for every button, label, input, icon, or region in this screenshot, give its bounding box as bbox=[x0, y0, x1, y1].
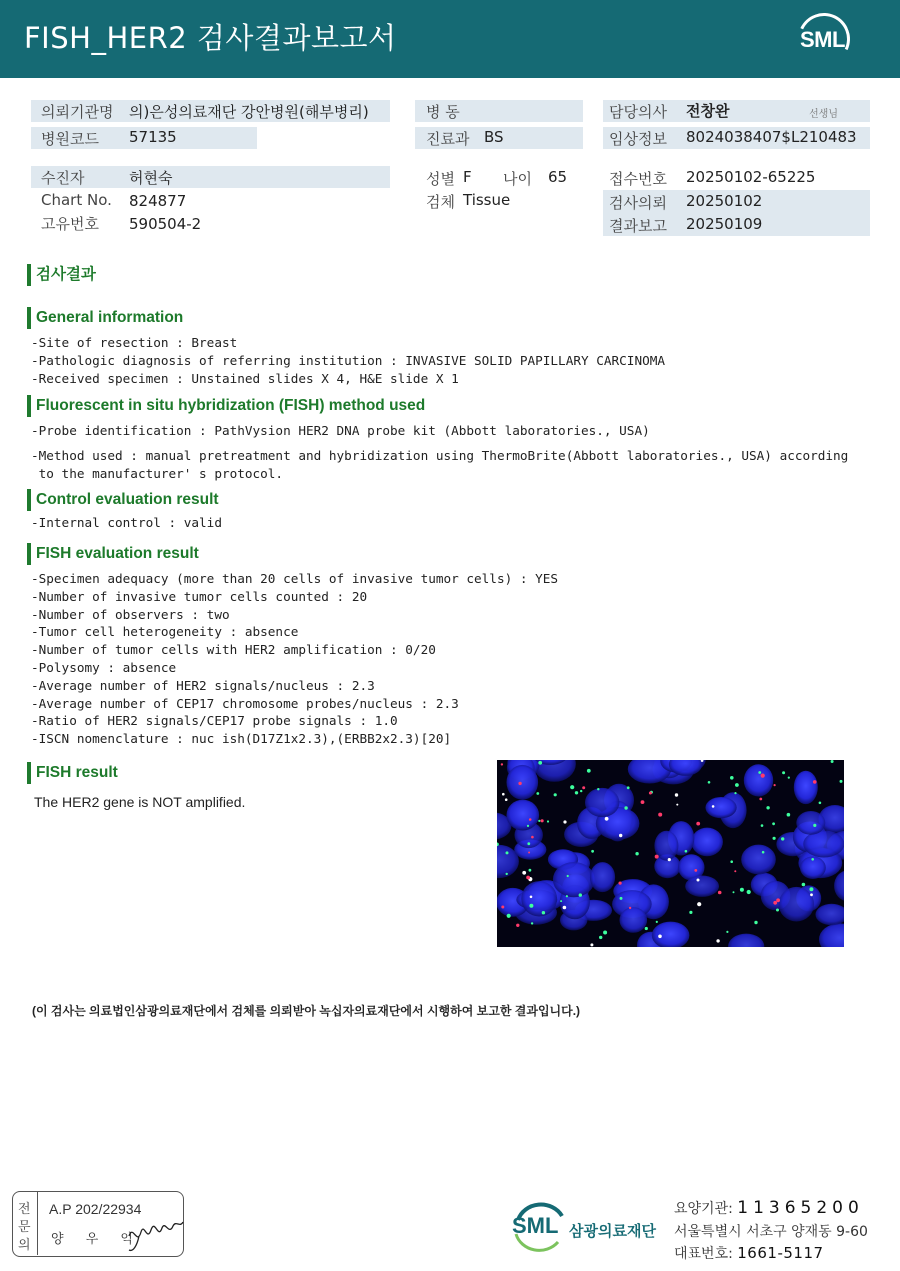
fish-eval-body bbox=[31, 570, 558, 748]
control-heading: Control evaluation result bbox=[27, 489, 219, 511]
cell-nucleus bbox=[521, 881, 557, 916]
fish-signal-dot bbox=[645, 927, 648, 930]
fish-signal-dot bbox=[766, 806, 769, 809]
fish-signal-dot bbox=[529, 904, 533, 908]
fish-signal-dot bbox=[730, 860, 733, 863]
cell-nucleus bbox=[796, 811, 825, 835]
hospital-code-value: 57135 bbox=[129, 128, 177, 146]
chart-label: Chart No. bbox=[41, 191, 112, 209]
fish-signal-dot bbox=[735, 783, 739, 787]
fish-signal-dot bbox=[582, 786, 585, 789]
fish-signal-dot bbox=[599, 936, 602, 939]
fish-signal-dot bbox=[658, 935, 662, 939]
results-heading: 검사결과 bbox=[27, 264, 96, 286]
fish-signal-dot bbox=[627, 786, 630, 789]
fish-signal-dot bbox=[712, 805, 715, 808]
fish-signal-dot bbox=[528, 852, 530, 854]
fish-signal-dot bbox=[782, 771, 785, 774]
footer-code-value: 11365200 bbox=[737, 1198, 864, 1218]
footnote: (이 검사는 의료법인삼광의료재단에서 검체를 의뢰받아 녹십자의료재단에서 시행하여 보고한 결과입니다.) bbox=[32, 1004, 581, 1018]
footer-logo-text: SML bbox=[512, 1213, 559, 1238]
general-body bbox=[31, 334, 665, 387]
sex-value: F bbox=[463, 168, 472, 186]
fish-signal-dot bbox=[718, 891, 722, 895]
fish-signal-dot bbox=[507, 914, 511, 918]
text-line: -Pathologic diagnosis of referring institution : INVASIVE SOLID PAPILLARY CARCINOMA bbox=[31, 352, 665, 368]
doctor-label: 담당의사 bbox=[609, 103, 667, 121]
text-line: to the manufacturer' s protocol. bbox=[31, 465, 284, 481]
info-bar bbox=[31, 166, 390, 188]
cell-nucleus bbox=[728, 934, 764, 947]
report-title: FISH_HER2 검사결과보고서 bbox=[24, 21, 397, 55]
sml-footer-logo bbox=[510, 1198, 570, 1254]
fish-signal-dot bbox=[740, 888, 744, 892]
fish-signal-dot bbox=[566, 895, 568, 897]
chart-value: 824877 bbox=[129, 192, 187, 210]
fish-signal-dot bbox=[773, 901, 777, 905]
fish-signal-dot bbox=[538, 820, 540, 822]
fish-signal-dot bbox=[542, 911, 545, 914]
cell-nucleus bbox=[794, 771, 818, 804]
cell-nucleus bbox=[585, 788, 619, 817]
stamp-side bbox=[13, 1192, 38, 1255]
cell-nucleus bbox=[744, 764, 773, 796]
specimen-label: 검체 bbox=[426, 193, 455, 211]
report-value: 20250109 bbox=[686, 215, 763, 233]
fish-signal-dot bbox=[813, 824, 816, 827]
footer-phone-label: 대표번호: bbox=[674, 1246, 738, 1262]
text-line: -Number of invasive tumor cells counted : 20 bbox=[31, 588, 368, 604]
fish-signal-dot bbox=[754, 921, 757, 924]
institution-value: 의)은성의료재단 강안병원(해부병리) bbox=[129, 103, 369, 121]
patient-value: 허현숙 bbox=[129, 169, 173, 187]
cell-nucleus bbox=[553, 862, 595, 897]
receipt-value: 20250102-65225 bbox=[686, 168, 816, 186]
fish-signal-dot bbox=[656, 921, 658, 923]
cell-nucleus bbox=[816, 904, 845, 925]
stamp-ap-number: A.P 202/22934 bbox=[49, 1201, 142, 1217]
cell-nucleus bbox=[691, 828, 723, 857]
age-label: 나이 bbox=[503, 170, 532, 188]
stamp-side-char: 전 bbox=[18, 1202, 31, 1217]
doctor-value: 전창완 bbox=[686, 102, 730, 120]
footer-address: 서울특별시 서초구 양재동 9-60 bbox=[674, 1224, 868, 1240]
cell-nucleus bbox=[819, 923, 844, 947]
fish-signal-dot bbox=[505, 798, 508, 801]
fish-signal-dot bbox=[696, 822, 700, 826]
fish-signal-dot bbox=[570, 785, 574, 789]
text-line: -Received specimen : Unstained slides X 4, H&E slide X 1 bbox=[31, 370, 459, 386]
dept-value: BS bbox=[484, 128, 504, 146]
text-line: -Internal control : valid bbox=[31, 515, 222, 530]
fish-signal-dot bbox=[563, 820, 566, 823]
fish-signal-dot bbox=[762, 851, 765, 854]
fish-signal-dot bbox=[506, 873, 508, 875]
fish-signal-dot bbox=[518, 782, 521, 785]
cell-nucleus bbox=[507, 765, 539, 800]
receipt-label: 접수번호 bbox=[609, 170, 667, 188]
text-line: -Probe identification : PathVysion HER2 DNA probe kit (Abbott laboratories., USA) bbox=[31, 423, 650, 438]
fish-signal-dot bbox=[733, 891, 735, 893]
dept-label: 진료과 bbox=[426, 130, 470, 148]
fish-signal-dot bbox=[624, 806, 627, 809]
text-line: -Specimen adequacy (more than 20 cells of invasive tumor cells) : YES bbox=[31, 571, 559, 586]
fish-signal-dot bbox=[831, 760, 834, 763]
fish-signal-dot bbox=[538, 761, 542, 765]
text-line: -Number of tumor cells with HER2 amplification : 0/20 bbox=[31, 642, 436, 658]
cell-nucleus bbox=[620, 907, 648, 933]
fish-signal-dot bbox=[547, 820, 549, 822]
fish-signal-dot bbox=[563, 906, 567, 910]
fish-signal-dot bbox=[759, 798, 762, 801]
fish-signal-dot bbox=[629, 907, 631, 909]
fish-signal-dot bbox=[597, 788, 599, 790]
control-body bbox=[31, 514, 222, 532]
fish-signal-dot bbox=[619, 834, 622, 837]
doctor-suffix: 선생님 bbox=[809, 109, 838, 120]
institution-label: 의뢰기관명 bbox=[41, 103, 114, 121]
fish-signal-dot bbox=[810, 893, 813, 896]
fish-signal-dot bbox=[590, 943, 593, 946]
cell-nucleus bbox=[652, 922, 690, 947]
fish-signal-dot bbox=[840, 780, 843, 783]
stamp-side-char: 의 bbox=[18, 1238, 31, 1253]
fish-signal-dot bbox=[726, 931, 728, 933]
text-line: -Average number of CEP17 chromosome probes/nucleus : 2.3 bbox=[31, 695, 459, 711]
fish-signal-dot bbox=[531, 836, 534, 839]
fish-result-text: The HER2 gene is NOT amplified. bbox=[34, 794, 246, 810]
sml-logo: SML bbox=[800, 27, 845, 52]
stamp-name: 양 우 익 bbox=[51, 1232, 142, 1247]
fish-signal-dot bbox=[776, 909, 779, 912]
fish-signal-dot bbox=[530, 896, 533, 899]
ward-label: 병 동 bbox=[426, 103, 460, 121]
fish-signal-dot bbox=[501, 763, 503, 765]
fish-signal-dot bbox=[522, 871, 526, 875]
text-line: -Site of resection : Breast bbox=[31, 335, 238, 350]
fish-method-body bbox=[31, 422, 848, 482]
fish-signal-dot bbox=[526, 876, 530, 880]
fish-signal-dot bbox=[809, 887, 813, 891]
fish-signal-dot bbox=[580, 790, 582, 792]
fish-signal-dot bbox=[668, 858, 671, 861]
fish-signal-dot bbox=[802, 883, 806, 887]
request-label: 검사의뢰 bbox=[609, 194, 667, 212]
unique-label: 고유번호 bbox=[41, 215, 99, 233]
footer-org-name: 삼광의료재단 bbox=[569, 1222, 656, 1240]
fish-signal-dot bbox=[603, 931, 607, 935]
cell-nucleus bbox=[590, 862, 615, 892]
fish-signal-dot bbox=[502, 793, 505, 796]
fish-signal-dot bbox=[529, 818, 532, 821]
fish-signal-dot bbox=[531, 922, 533, 924]
fish-signal-dot bbox=[787, 813, 791, 817]
text-line: -Average number of HER2 signals/nucleus : 2.3 bbox=[31, 677, 375, 693]
footer-phone-value: 1661-5117 bbox=[737, 1244, 824, 1262]
text-line: -ISCN nomenclature : nuc ish(D17Z1x2.3),(ERBB2x2.3)[20] bbox=[31, 731, 452, 747]
fish-signal-dot bbox=[587, 769, 591, 773]
text-line: -Polysomy : absence bbox=[31, 659, 177, 675]
fish-signal-dot bbox=[591, 850, 594, 853]
report-label: 결과보고 bbox=[609, 217, 667, 235]
unique-value: 590504-2 bbox=[129, 215, 202, 233]
fish-signal-dot bbox=[619, 882, 622, 885]
fish-signal-dot bbox=[655, 855, 659, 859]
fish-signal-dot bbox=[774, 784, 776, 786]
fish-result-heading: FISH result bbox=[27, 762, 118, 784]
fish-signal-dot bbox=[567, 875, 569, 877]
clinical-value: 8024038407$L210483 bbox=[686, 128, 857, 146]
fish-signal-dot bbox=[773, 837, 776, 840]
fish-signal-dot bbox=[541, 819, 544, 822]
fish-signal-dot bbox=[776, 898, 780, 902]
fish-signal-dot bbox=[697, 902, 701, 906]
fish-image-drawing bbox=[497, 760, 844, 947]
signature-image bbox=[125, 1206, 185, 1254]
cell-nucleus bbox=[779, 887, 814, 922]
fish-signal-dot bbox=[554, 793, 557, 796]
fish-signal-dot bbox=[758, 771, 761, 774]
fish-signal-dot bbox=[560, 900, 562, 902]
fish-signal-dot bbox=[605, 817, 609, 821]
text-line: -Method used : manual pretreatment and hybridization using ThermoBrite(Abbott laboratories., USA) according bbox=[31, 447, 849, 463]
hospital-code-label: 병원코드 bbox=[41, 130, 99, 148]
header-bar bbox=[0, 0, 900, 78]
fish-signal-dot bbox=[689, 911, 692, 914]
age-value: 65 bbox=[548, 168, 568, 186]
fish-signal-dot bbox=[527, 825, 529, 827]
cell-nucleus bbox=[834, 870, 844, 901]
fish-signal-dot bbox=[527, 842, 530, 845]
cell-nucleus bbox=[741, 845, 776, 875]
pathologist-stamp bbox=[12, 1191, 184, 1257]
fish-signal-dot bbox=[761, 774, 765, 778]
cell-nucleus bbox=[685, 876, 719, 897]
fish-signal-dot bbox=[734, 870, 736, 872]
general-heading: General information bbox=[27, 307, 183, 329]
fish-signal-dot bbox=[730, 776, 734, 780]
fish-signal-dot bbox=[579, 893, 582, 896]
fish-signal-dot bbox=[620, 897, 623, 900]
fish-signal-dot bbox=[658, 813, 662, 817]
footer-code-label: 요양기관: bbox=[674, 1201, 738, 1217]
fish-eval-heading: FISH evaluation result bbox=[27, 543, 199, 565]
fish-signal-dot bbox=[635, 852, 638, 855]
footer-phone-line bbox=[674, 1243, 824, 1263]
fish-signal-dot bbox=[788, 777, 790, 779]
fish-microscopy-image bbox=[497, 760, 844, 947]
fish-signal-dot bbox=[716, 939, 719, 942]
clinical-label: 임상정보 bbox=[609, 130, 667, 148]
sex-label: 성별 bbox=[426, 170, 455, 188]
fish-signal-dot bbox=[747, 890, 751, 894]
fish-signal-dot bbox=[506, 851, 509, 854]
fish-signal-dot bbox=[813, 780, 817, 784]
fish-signal-dot bbox=[811, 858, 814, 861]
text-line: -Number of observers : two bbox=[31, 606, 230, 622]
fish-method-heading: Fluorescent in situ hybridization (FISH) method used bbox=[27, 395, 425, 417]
cell-nucleus bbox=[706, 797, 737, 818]
fish-signal-dot bbox=[708, 781, 711, 784]
fish-signal-dot bbox=[772, 822, 775, 825]
fish-signal-dot bbox=[641, 800, 645, 804]
fish-signal-dot bbox=[536, 792, 539, 795]
fish-signal-dot bbox=[501, 906, 504, 909]
fish-signal-dot bbox=[529, 869, 532, 872]
fish-signal-dot bbox=[734, 792, 736, 794]
specimen-value: Tissue bbox=[463, 191, 511, 209]
fish-signal-dot bbox=[649, 792, 652, 795]
fish-signal-dot bbox=[676, 804, 678, 806]
fish-signal-dot bbox=[575, 791, 578, 794]
cell-nucleus bbox=[507, 800, 540, 831]
fish-signal-dot bbox=[675, 793, 678, 796]
text-line: -Tumor cell heterogeneity : absence bbox=[31, 624, 299, 640]
request-value: 20250102 bbox=[686, 192, 763, 210]
fish-signal-dot bbox=[697, 879, 700, 882]
fish-signal-dot bbox=[685, 850, 688, 853]
stamp-side-char: 문 bbox=[18, 1220, 31, 1235]
fish-signal-dot bbox=[781, 837, 784, 840]
text-line: -Ratio of HER2 signals/CEP17 probe signals : 1.0 bbox=[31, 713, 398, 729]
patient-label: 수진자 bbox=[41, 169, 85, 187]
fish-signal-dot bbox=[694, 869, 697, 872]
fish-signal-dot bbox=[761, 824, 764, 827]
footer-code-line bbox=[674, 1198, 864, 1218]
fish-signal-dot bbox=[819, 802, 822, 805]
fish-signal-dot bbox=[516, 924, 519, 927]
